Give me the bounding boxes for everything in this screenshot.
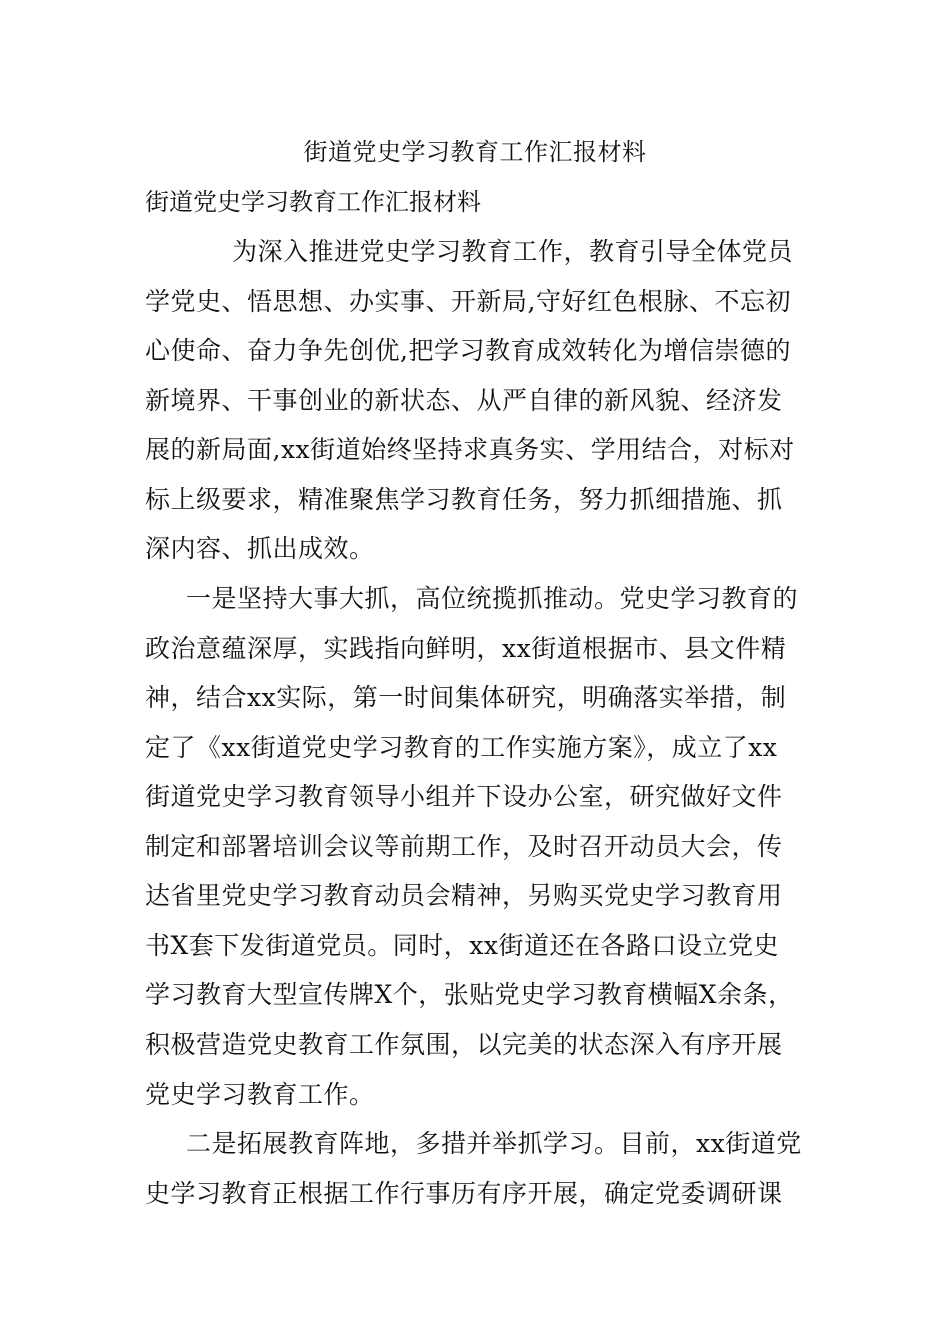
body-line: 达省里党史学习教育动员会精神，另购买党史学习教育用 [145, 881, 783, 910]
document-title: 街道党史学习教育工作汇报材料 [303, 138, 647, 166]
body-line: 定了《xx街道党史学习教育的工作实施方案》，成立了xx [145, 733, 778, 762]
body-line: 心使命、奋力争先创优,把学习教育成效转化为增信崇德的 [145, 336, 791, 365]
body-line: 学习教育大型宣传牌X个，张贴党史学习教育横幅X余条， [145, 980, 794, 1009]
body-line: 标上级要求，精准聚焦学习教育任务，努力抓细措施、抓 [145, 485, 783, 514]
body-line: 街道党史学习教育领导小组并下设办公室，研究做好文件 [145, 782, 783, 811]
body-line: 积极营造党史教育工作氛围，以完美的状态深入有序开展 [145, 1030, 783, 1059]
body-line: 二是拓展教育阵地，多措并举抓学习。目前，xx街道党 [186, 1129, 802, 1158]
body-line: 学党史、悟思想、办实事、开新局,守好红色根脉、不忘初 [145, 287, 791, 316]
body-line: 一是坚持大事大抓，高位统揽抓推动。党史学习教育的 [186, 584, 799, 613]
body-line: 政治意蕴深厚，实践指向鲜明，xx街道根据市、县文件精 [145, 634, 787, 663]
body-line: 新境界、干事创业的新状态、从严自律的新风貌、经济发 [145, 386, 783, 415]
body-line: 史学习教育正根据工作行事历有序开展，确定党委调研课 [145, 1179, 783, 1208]
body-line: 神，结合xx实际，第一时间集体研究，明确落实举措，制 [145, 683, 787, 712]
document-subtitle: 街道党史学习教育工作汇报材料 [145, 188, 481, 216]
body-line: 书X套下发街道党员。同时，xx街道还在各路口设立党史 [145, 931, 779, 960]
body-line: 为深入推进党史学习教育工作，教育引导全体党员 [232, 237, 794, 266]
body-line: 制定和部署培训会议等前期工作，及时召开动员大会，传 [145, 832, 783, 861]
body-line: 深内容、抓出成效。 [145, 534, 375, 563]
body-line: 党史学习教育工作。 [145, 1080, 375, 1109]
body-line: 展的新局面,xx街道始终坚持求真务实、学用结合，对标对 [145, 435, 795, 464]
